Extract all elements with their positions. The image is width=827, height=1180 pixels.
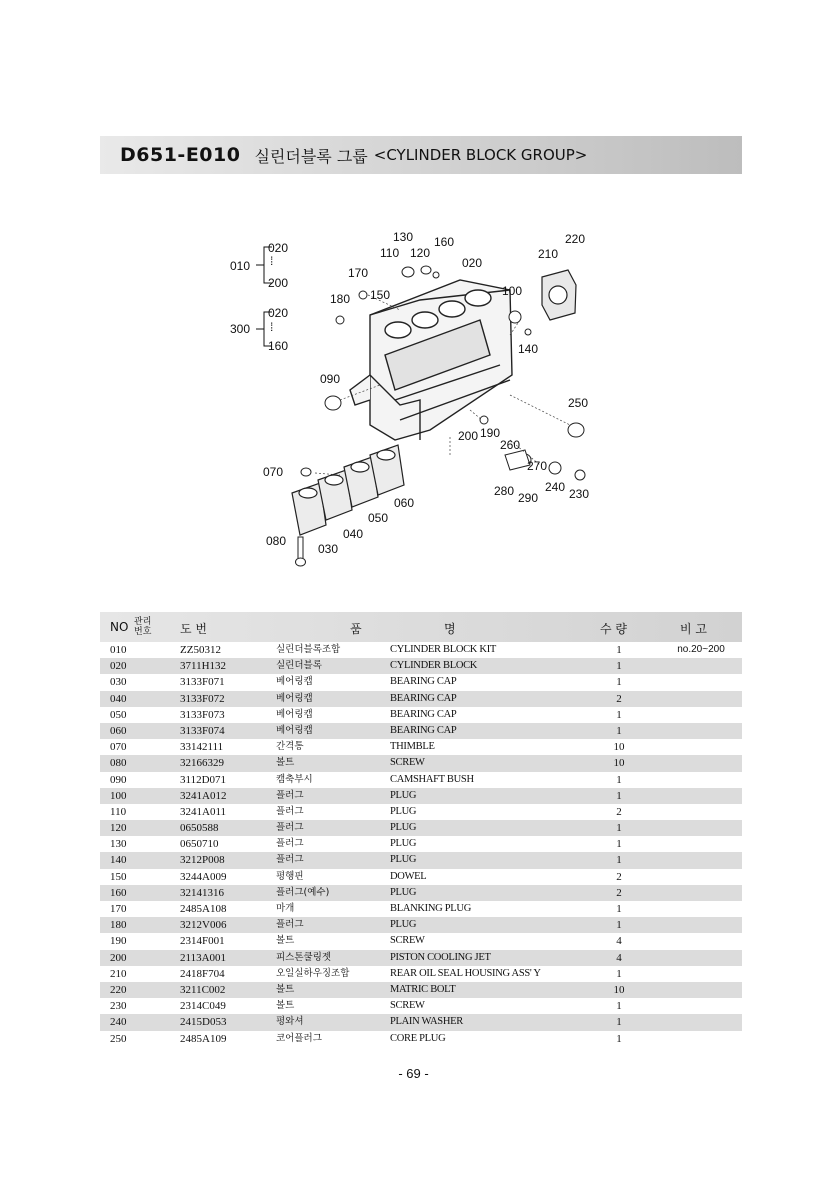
cell-no: 080: [110, 757, 127, 770]
cell-ko: 볼트: [276, 757, 295, 769]
table-row: [100, 772, 742, 788]
cell-en: PLUG: [390, 822, 417, 834]
callout-label: 110: [380, 246, 400, 260]
cell-part: 2314C049: [180, 1000, 226, 1013]
cell-no: 060: [110, 724, 127, 737]
cell-qty: 1: [616, 919, 622, 932]
cell-part: 2113A001: [180, 951, 227, 964]
cell-part: 3133F071: [180, 676, 225, 689]
cell-en: CAMSHAFT BUSH: [390, 773, 474, 785]
callout-label: 160: [268, 339, 289, 353]
group-code: D651-E010: [120, 144, 241, 166]
cell-en: PLUG: [390, 838, 417, 850]
cell-ko: 플러그(예수): [276, 886, 330, 898]
table-row: [100, 966, 742, 982]
callout-label: ⁞: [270, 254, 274, 268]
callout-label: 120: [410, 246, 431, 260]
cell-no: 100: [110, 789, 127, 802]
cell-no: 040: [110, 692, 127, 705]
cell-part: 3241A011: [180, 805, 227, 818]
page-number: - 69 -: [398, 1066, 429, 1081]
cell-part: 3212V006: [180, 919, 227, 932]
callout-label: 050: [368, 511, 389, 525]
cell-no: 190: [110, 935, 127, 948]
cell-en: SCREW: [390, 1000, 425, 1012]
callout-label: 270: [527, 459, 548, 473]
cell-part: 3212P008: [180, 854, 225, 867]
callout-label: 020: [462, 256, 483, 270]
callout-label: 170: [348, 266, 369, 280]
cell-qty: 1: [616, 773, 622, 786]
callout-label: 230: [569, 487, 590, 501]
callout-label: 180: [330, 292, 351, 306]
callout-label: 030: [318, 542, 339, 556]
cell-part: 2418F704: [180, 967, 225, 980]
cell-qty: 1: [616, 660, 622, 673]
cap-bolt: [296, 537, 306, 566]
table-row: [100, 642, 742, 658]
table-row: [100, 723, 742, 739]
table-row: [100, 836, 742, 852]
cell-part: 2415D053: [180, 1016, 227, 1029]
cell-en: PISTON COOLING JET: [390, 951, 491, 963]
callout-label: 210: [538, 247, 559, 261]
table-row: [100, 820, 742, 836]
cell-en: PLUG: [390, 919, 417, 931]
cell-en: MATRIC BOLT: [390, 983, 456, 995]
table-row: [100, 804, 742, 820]
cell-ko: 베어링캡: [276, 724, 313, 736]
cell-en: DOWEL: [390, 870, 427, 882]
cylinder-block-illustration: [220, 225, 610, 570]
callout-label: 080: [266, 534, 287, 548]
cell-qty: 4: [616, 951, 622, 964]
cell-part: 33142111: [180, 741, 224, 754]
table-row: [100, 1014, 742, 1030]
cell-no: 020: [110, 660, 127, 673]
header-part-number: 도 번: [180, 622, 207, 636]
cell-qty: 10: [613, 757, 625, 770]
cell-qty: 1: [616, 676, 622, 689]
cell-en: SCREW: [390, 935, 425, 947]
cell-ko: 베어링캡: [276, 692, 313, 704]
cell-no: 160: [110, 886, 127, 899]
table-row: [100, 788, 742, 804]
table-row: [100, 707, 742, 723]
cell-qty: 1: [616, 854, 622, 867]
cell-no: 240: [110, 1016, 127, 1029]
table-row: [100, 852, 742, 868]
cell-no: 050: [110, 708, 127, 721]
callout-label: 160: [434, 235, 455, 249]
cell-no: 130: [110, 838, 127, 851]
cell-qty: 1: [616, 644, 622, 656]
table-row: [100, 982, 742, 998]
cell-no: 200: [110, 951, 127, 964]
cell-part: 3711H132: [180, 660, 227, 673]
callout-label: 010: [230, 259, 251, 273]
cell-part: 3244A009: [180, 870, 227, 883]
callout-label: 290: [518, 491, 539, 505]
group-title-bar: [100, 136, 742, 174]
cell-ko: 마개: [276, 903, 295, 914]
parts-list-table: [100, 612, 742, 1047]
table-row: [100, 691, 742, 707]
table-row: [100, 739, 742, 755]
cell-en: BEARING CAP: [390, 692, 457, 704]
cell-no: 140: [110, 854, 127, 867]
cell-qty: 1: [616, 967, 622, 980]
header-name-left: 품: [350, 622, 362, 636]
callout-label: ⁞: [270, 320, 274, 334]
cell-remark: no.20~200: [677, 644, 725, 655]
cell-qty: 2: [616, 805, 622, 818]
cell-no: 070: [110, 741, 127, 754]
cell-ko: 간격통: [276, 741, 304, 753]
cell-ko: 플러그: [276, 919, 304, 931]
callout-label: 140: [518, 342, 539, 356]
cell-part: 3211C002: [180, 983, 226, 996]
cell-en: CORE PLUG: [390, 1032, 446, 1044]
cell-no: 210: [110, 967, 127, 980]
cell-part: 32166329: [180, 757, 224, 770]
cell-en: THIMBLE: [390, 741, 435, 753]
cell-en: PLUG: [390, 886, 417, 898]
table-row: [100, 755, 742, 771]
cell-no: 180: [110, 919, 127, 932]
cell-qty: 2: [616, 870, 622, 883]
table-row: [100, 674, 742, 690]
cell-qty: 10: [613, 741, 625, 754]
cell-part: 3133F074: [180, 724, 225, 737]
callout-label: 200: [268, 276, 289, 290]
cell-en: BEARING CAP: [390, 676, 457, 688]
table-header: [100, 612, 742, 642]
cell-ko: 볼트: [276, 983, 295, 995]
cell-part: 3133F072: [180, 692, 225, 705]
cell-qty: 2: [616, 692, 622, 705]
header-mgmt-bottom: 번호: [134, 627, 152, 637]
cell-qty: 1: [616, 822, 622, 835]
cell-ko: 볼트: [276, 935, 295, 947]
cell-en: SCREW: [390, 757, 425, 769]
cell-qty: 1: [616, 1032, 622, 1045]
callout-label: 300: [230, 322, 251, 336]
cell-qty: 10: [613, 983, 625, 996]
table-row: [100, 869, 742, 885]
table-row: [100, 1031, 742, 1047]
cell-qty: 1: [616, 903, 622, 915]
exploded-view-diagram: [220, 225, 610, 570]
rear-oil-seal-housing: [542, 270, 576, 320]
group-title-korean: 실린더블록 그룹: [254, 146, 368, 166]
cell-part: 2485A108: [180, 903, 227, 915]
callout-label: 130: [393, 230, 414, 244]
table-row: [100, 885, 742, 901]
cell-part: 2485A109: [180, 1032, 227, 1045]
cell-en: BLANKING PLUG: [390, 903, 471, 914]
cell-ko: 플러그: [276, 789, 304, 801]
callout-label: 020: [268, 306, 289, 320]
cell-en: CYLINDER BLOCK KIT: [390, 644, 497, 655]
header-mgmt-top: 관리: [134, 617, 152, 627]
cell-en: PLUG: [390, 789, 417, 801]
callout-label: 190: [480, 426, 501, 440]
cell-qty: 1: [616, 789, 622, 802]
cell-part: 32141316: [180, 886, 224, 899]
cell-no: 090: [110, 773, 127, 786]
cell-ko: 평행핀: [276, 870, 304, 882]
cylinder-block-body: [350, 280, 512, 440]
cell-ko: 오일실하우징조합: [276, 967, 350, 979]
cell-no: 220: [110, 983, 127, 996]
cell-en: CYLINDER BLOCK: [390, 660, 478, 672]
cell-no: 030: [110, 676, 127, 689]
cell-ko: 실린더블록: [276, 660, 322, 672]
cell-ko: 캠축부시: [276, 773, 313, 785]
cell-en: BEARING CAP: [390, 708, 457, 720]
cell-en: PLAIN WASHER: [390, 1016, 463, 1028]
cell-no: 010: [110, 644, 127, 656]
callout-label: 260: [500, 438, 521, 452]
cell-qty: 1: [616, 1016, 622, 1029]
cell-ko: 평와셔: [276, 1016, 304, 1028]
cell-qty: 1: [616, 838, 622, 851]
cell-ko: 피스톤쿨링젯: [276, 951, 332, 963]
cell-part: 3112D071: [180, 773, 227, 786]
table-body: [100, 642, 742, 1047]
table-row: [100, 658, 742, 674]
cell-en: PLUG: [390, 805, 417, 817]
cell-no: 250: [110, 1032, 127, 1045]
cell-no: 110: [110, 805, 127, 818]
cell-qty: 1: [616, 724, 622, 737]
callout-label: 070: [263, 465, 284, 479]
callout-label: 150: [370, 288, 391, 302]
callout-label: 100: [502, 284, 523, 298]
table-row: [100, 998, 742, 1014]
table-row: [100, 917, 742, 933]
cell-ko: 실린더블록조합: [276, 644, 341, 655]
header-management-number: [134, 617, 151, 637]
cell-part: 0650588: [180, 822, 219, 835]
cell-ko: 플러그: [276, 854, 304, 866]
cell-no: 120: [110, 822, 127, 835]
cell-part: 0650710: [180, 838, 219, 851]
callout-label: 250: [568, 396, 589, 410]
cell-qty: 2: [616, 886, 622, 899]
cell-part: 3133F073: [180, 708, 225, 721]
cell-no: 170: [110, 903, 127, 915]
cell-part: 2314F001: [180, 935, 225, 948]
cell-en: BEARING CAP: [390, 724, 457, 736]
callout-label: 020: [268, 241, 289, 255]
callout-label: 280: [494, 484, 515, 498]
cell-en: REAR OIL SEAL HOUSING ASS' Y: [390, 967, 541, 979]
table-row: [100, 950, 742, 966]
callout-label: 220: [565, 232, 586, 246]
callout-label: 200: [458, 429, 479, 443]
cell-qty: 1: [616, 708, 622, 721]
header-no: NO: [110, 620, 129, 634]
cell-ko: 플러그: [276, 822, 304, 834]
callout-label: 060: [394, 496, 415, 510]
header-quantity: 수 량: [600, 622, 627, 636]
table-row: [100, 933, 742, 949]
cell-part: 3241A012: [180, 789, 227, 802]
group-title-english: <CYLINDER BLOCK GROUP>: [373, 146, 588, 164]
cell-ko: 플러그: [276, 805, 304, 817]
cell-ko: 베어링캡: [276, 676, 313, 688]
callout-label: 240: [545, 480, 566, 494]
cell-qty: 4: [616, 935, 622, 948]
cell-part: ZZ50312: [180, 644, 221, 656]
cell-ko: 베어링캡: [276, 708, 313, 720]
cell-no: 150: [110, 870, 127, 883]
header-name-right: 명: [444, 622, 456, 636]
cell-ko: 플러그: [276, 838, 304, 850]
cell-no: 230: [110, 1000, 127, 1013]
cell-en: PLUG: [390, 854, 417, 866]
callout-label: 090: [320, 372, 341, 386]
cell-ko: 코어플러그: [276, 1032, 322, 1044]
callout-label: 040: [343, 527, 364, 541]
cell-ko: 볼트: [276, 1000, 295, 1012]
table-row: [100, 901, 742, 917]
cell-qty: 1: [616, 1000, 622, 1013]
header-remark: 비 고: [680, 622, 707, 636]
